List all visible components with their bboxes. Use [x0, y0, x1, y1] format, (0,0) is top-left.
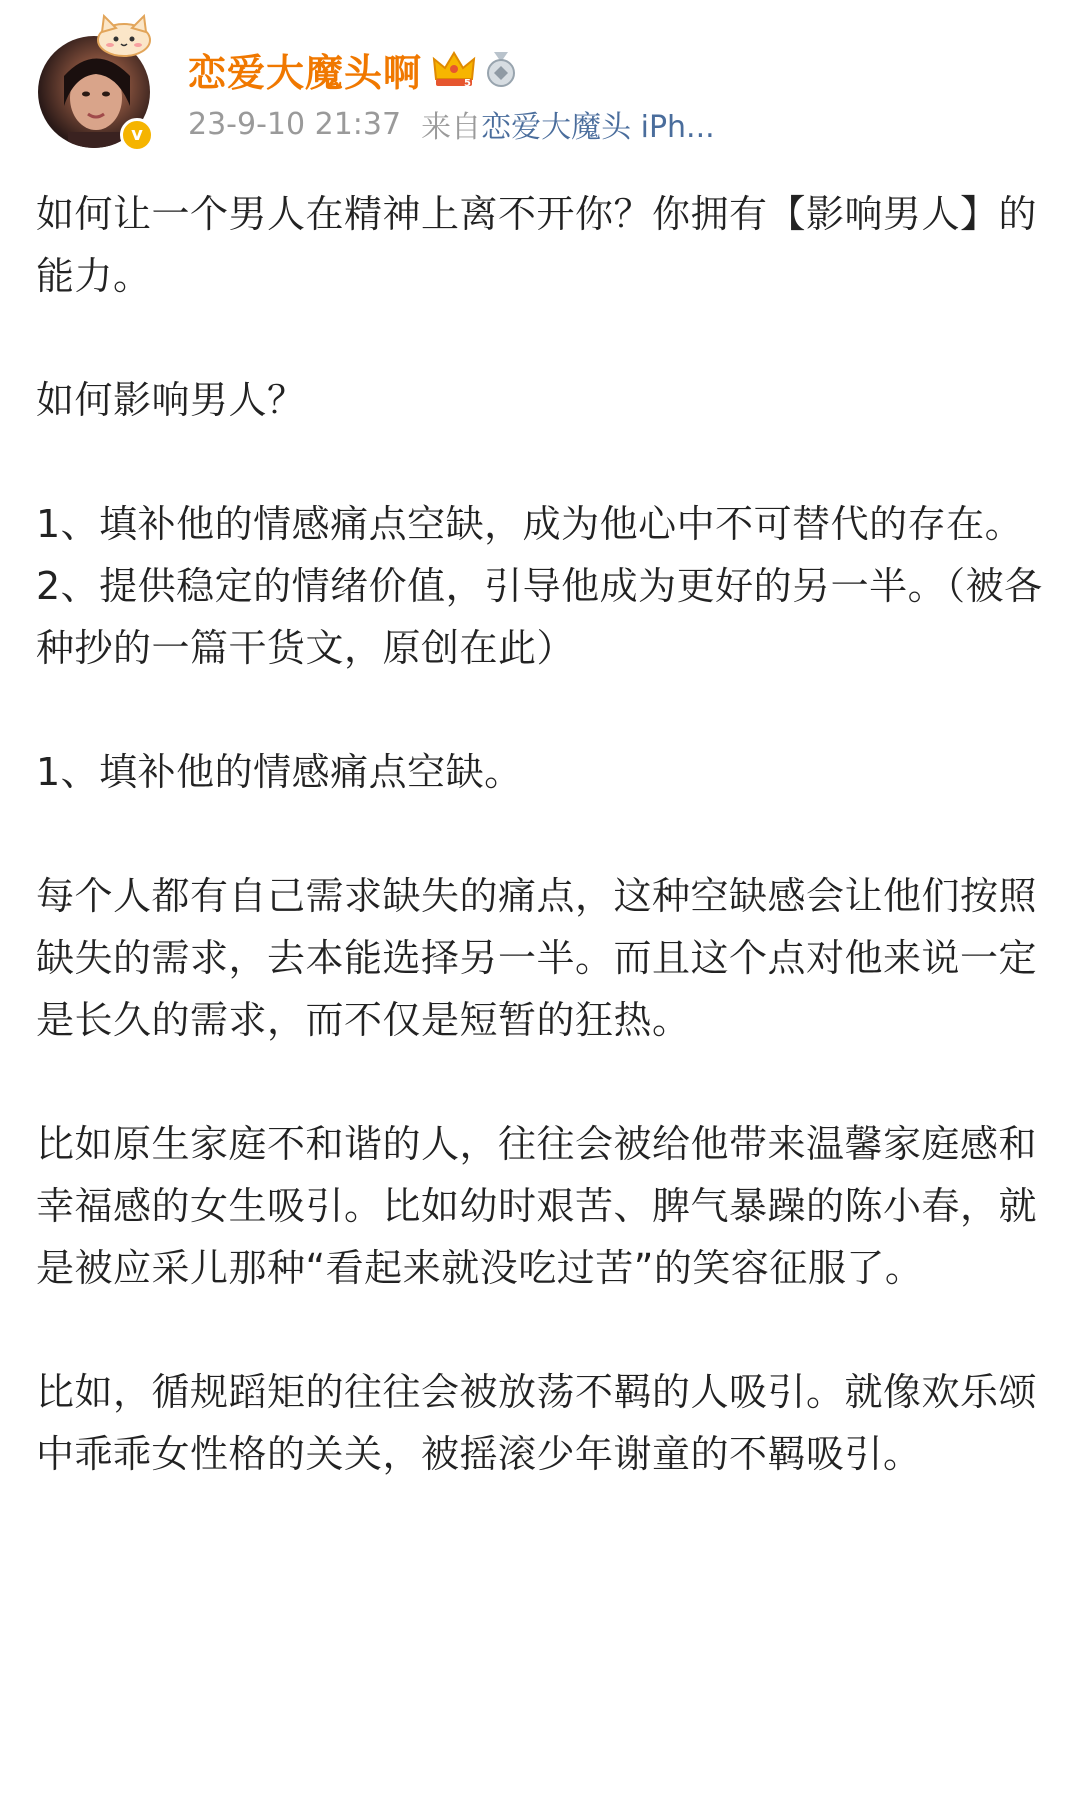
post-header	[0, 0, 1080, 170]
paragraph-section-heading: 1、填补他的情感痛点空缺。	[36, 750, 523, 794]
paragraph-point-2: 2、提供稳定的情绪价值，引导他成为更好的另一半。（被各种抄的一篇干货文，原创在此）	[36, 564, 1043, 670]
username-row	[188, 44, 520, 94]
medal-badge-icon[interactable]	[482, 50, 520, 88]
paragraph-intro: 如何让一个男人在精神上离不开你？你拥有【影响男人】的能力。	[36, 192, 1038, 298]
source-prefix: 来自	[421, 110, 482, 145]
post-time: 23-9-10 21:37	[188, 106, 402, 142]
source-app-link[interactable]: 恋爱大魔头 iPh...	[481, 110, 715, 145]
crown-level-number: 5	[464, 78, 471, 89]
author-name[interactable]: 恋爱大魔头啊	[188, 50, 423, 95]
verified-v-icon: v	[120, 118, 154, 152]
paragraph-example-1: 比如原生家庭不和谐的人，往往会被给他带来温馨家庭感和幸福感的女生吸引。比如幼时艰苦、脾气暴躁的陈小春，就是被应采儿那种“看起来就没吃过苦”的笑容征服了。	[36, 1122, 1038, 1290]
paragraph-question: 如何影响男人？	[36, 378, 306, 422]
cat-avatar-frame-icon	[90, 12, 160, 58]
paragraph-point-1: 1、填补他的情感痛点空缺，成为他心中不可替代的存在。	[36, 502, 1024, 546]
post-body	[36, 183, 1046, 1485]
paragraph-explanation: 每个人都有自己需求缺失的痛点，这种空缺感会让他们按照缺失的需求，去本能选择另一半。而且这个点对他来说一定是长久的需求，而不仅是短暂的狂热。	[36, 874, 1038, 1042]
avatar-container[interactable]	[38, 30, 156, 148]
crown-level-badge-icon[interactable]	[432, 49, 476, 89]
post-meta	[188, 104, 715, 144]
paragraph-example-2: 比如，循规蹈矩的往往会被放荡不羁的人吸引。就像欢乐颂中乖乖女性格的关关，被摇滚少年谢童的不羁吸引。	[36, 1370, 1038, 1476]
